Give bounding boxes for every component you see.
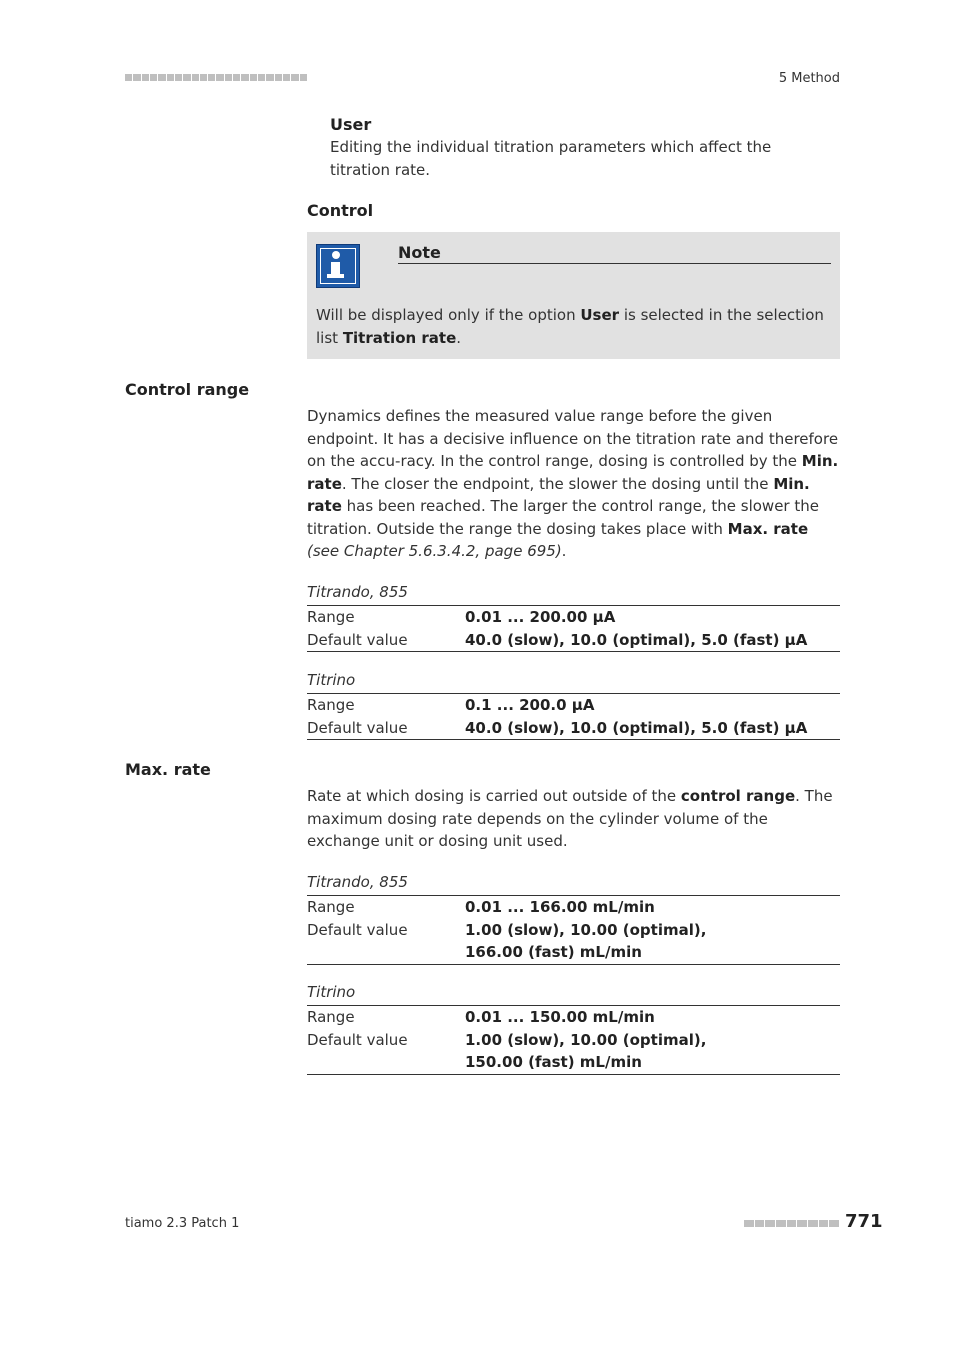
- table-row: Range 0.1 ... 200.0 µA: [307, 696, 595, 714]
- footer-decoration: [744, 1220, 839, 1228]
- table-caption: Titrando, 855: [307, 583, 408, 601]
- param-table: [307, 895, 840, 965]
- table-row: Range 0.01 ... 166.00 mL/min: [307, 898, 655, 916]
- control-range-text: Dynamics defines the measured value range before the given endpoint. It has a decisive influence on the titration rate and therefore on the accu-racy. In the control range, dosing is controlled by the Min. rate. The closer the endpoint, the slower the dosing until the Min. rate has been reached. The larger the control range, the slower the titration. Outside the range the dosing takes place with Max. rate (see Chapter 5.6.3.4.2, page 695).: [307, 407, 839, 560]
- header-decoration: [125, 74, 307, 82]
- table-row: Range 0.01 ... 200.00 µA: [307, 608, 616, 626]
- info-icon: [316, 244, 360, 288]
- note-text: Will be displayed only if the option User is selected in the selection list Titration rate.: [316, 306, 824, 347]
- control-range-title: Control range: [125, 380, 250, 399]
- table-row: Range 0.01 ... 150.00 mL/min: [307, 1008, 655, 1026]
- table-row: Default value 40.0 (slow), 10.0 (optimal), 5.0 (fast) µA: [307, 630, 808, 649]
- max-rate-title: Max. rate: [125, 760, 211, 779]
- param-table: [307, 1005, 840, 1075]
- header-section: 5 Method: [778, 71, 840, 86]
- user-title: User: [330, 115, 372, 134]
- user-text: Editing the individual titration parameters which affect the titration rate.: [330, 138, 772, 179]
- page-number: 771: [845, 1211, 883, 1232]
- param-table: [307, 605, 840, 652]
- table-row: Default value 40.0 (slow), 10.0 (optimal), 5.0 (fast) µA: [307, 718, 808, 737]
- footer-product: tiamo 2.3 Patch 1: [125, 1216, 240, 1231]
- table-row: Default value 1.00 (slow), 10.00 (optimal), 150.00 (fast) mL/min: [307, 1030, 707, 1071]
- control-title: Control: [307, 201, 374, 220]
- max-rate-text: Rate at which dosing is carried out outside of the control range. The maximum dosing rate depends on the cylinder volume of the exchange unit or dosing unit used.: [307, 787, 833, 850]
- table-row: Default value 1.00 (slow), 10.00 (optimal), 166.00 (fast) mL/min: [307, 920, 707, 961]
- note-title: Note: [398, 243, 831, 264]
- table-caption: Titrino: [307, 983, 356, 1001]
- param-table: [307, 693, 840, 740]
- table-caption: Titrino: [307, 671, 356, 689]
- table-caption: Titrando, 855: [307, 873, 408, 891]
